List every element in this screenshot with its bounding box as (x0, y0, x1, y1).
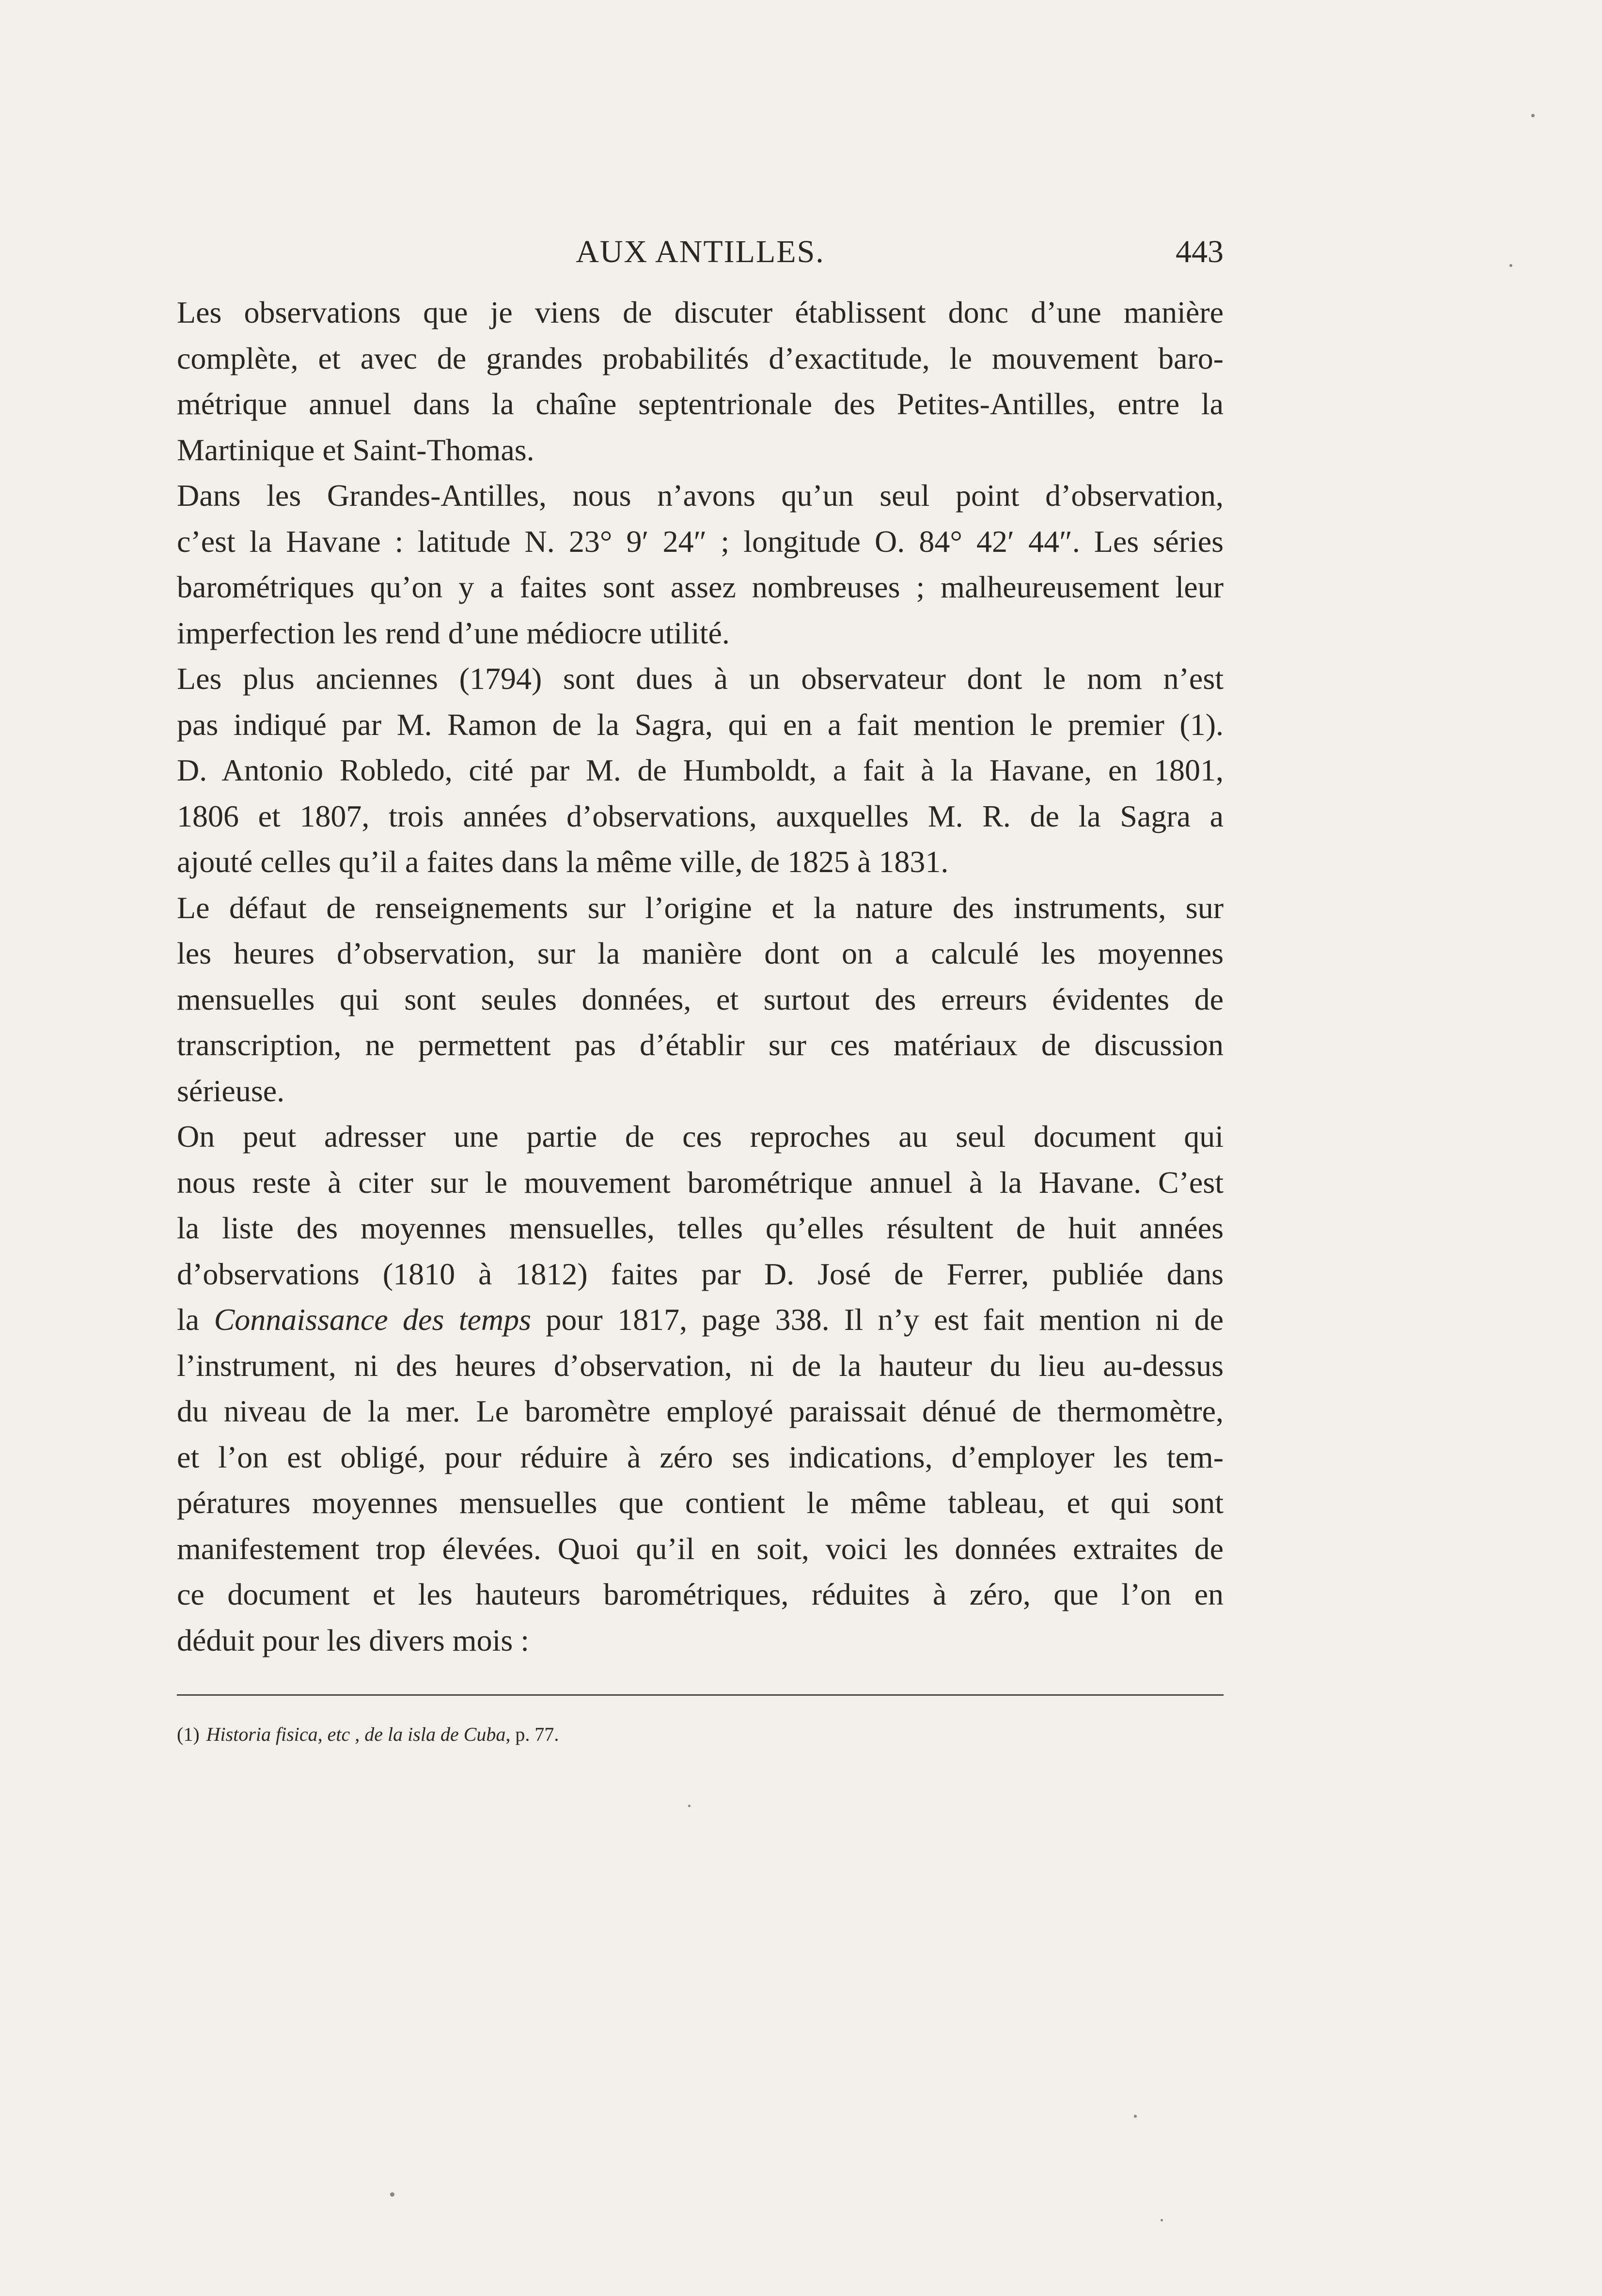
text-line: D. Antonio Robledo, cité par M. de Humboldt, a fait à la Havane, en 1801, (177, 753, 1224, 787)
paper-speck (688, 1805, 691, 1807)
paragraph-4 (177, 885, 1224, 1114)
paragraph-1 (177, 290, 1224, 473)
paragraph-3 (177, 656, 1224, 885)
text-line: Martinique et Saint-Thomas. (177, 432, 534, 467)
footnote-rule (177, 1694, 1224, 1696)
text-line: ce document et les hauteurs barométriques, réduites à zéro, que l’on en (177, 1577, 1224, 1611)
text-line-with-citation (177, 1297, 1224, 1343)
paragraph-5 (177, 1114, 1224, 1663)
text-line: barométriques qu’on y a faites sont assez nombreuses ; malheureusement leur (177, 570, 1224, 604)
text-line: Les observations que je viens de discuter établissent donc d’une manière (177, 295, 1224, 329)
running-head (177, 228, 1224, 276)
paper-speck (390, 2192, 394, 2197)
text-line: ajouté celles qu’il a faites dans la même ville, de 1825 à 1831. (177, 844, 949, 879)
journal-title: Connaissance des temps (214, 1302, 532, 1337)
text-line: pératures moyennes mensuelles que contient le même tableau, et qui sont (177, 1485, 1224, 1520)
text-line: manifestement trop élevées. Quoi qu’il en soit, voici les données extraites de (177, 1531, 1224, 1566)
text-line: du niveau de la mer. Le baromètre employé paraissait dénué de thermomètre, (177, 1394, 1224, 1428)
text-line: complète, et avec de grandes probabilités d’exactitude, le mouvement baro- (177, 341, 1224, 375)
text-line: transcription, ne permettent pas d’établir sur ces matériaux de discussion (177, 1028, 1224, 1062)
text-line: d’observations (1810 à 1812) faites par D. José de Ferrer, publiée dans (177, 1256, 1224, 1291)
text-line: Les plus anciennes (1794) sont dues à un observateur dont le nom n’est (177, 661, 1224, 696)
text-line: métrique annuel dans la chaîne septentrionale des Petites-Antilles, entre la (177, 387, 1224, 421)
text-line: 1806 et 1807, trois années d’observations, auxquelles M. R. de la Sagra a (177, 798, 1224, 833)
text-line: déduit pour les divers mois : (177, 1623, 530, 1657)
text-line: nous reste à citer sur le mouvement barométrique annuel à la Havane. C’est (177, 1165, 1224, 1200)
paper-speck (1509, 264, 1512, 267)
text-line: la liste des moyennes mensuelles, telles qu’elles résultent de huit années (177, 1211, 1224, 1245)
paper-speck (1161, 2219, 1163, 2221)
text-line: l’instrument, ni des heures d’observation, ni de la hauteur du lieu au-dessus (177, 1348, 1224, 1383)
text-line: et l’on est obligé, pour réduire à zéro ses indications, d’employer les tem- (177, 1439, 1224, 1474)
paragraph-2 (177, 473, 1224, 656)
running-title: AUX ANTILLES. (576, 234, 825, 269)
text-line: Le défaut de renseignements sur l’origine et la nature des instruments, sur (177, 890, 1224, 925)
body-text (177, 290, 1224, 1663)
footnote-marker: (1) (177, 1723, 200, 1745)
text-line: mensuelles qui sont seules données, et surtout des erreurs évidentes de (177, 982, 1224, 1016)
text-line: les heures d’observation, sur la manière dont on a calculé les moyennes (177, 936, 1224, 970)
text-fragment: pour 1817, page 338. Il n’y est fait mention ni de (531, 1302, 1224, 1337)
footnote-reference: , p. 77. (505, 1723, 559, 1745)
footnote (177, 1720, 1224, 1749)
paper-speck (1531, 114, 1535, 117)
text-line: Dans les Grandes-Antilles, nous n’avons qu’un seul point d’observation, (177, 478, 1224, 513)
text-line: c’est la Havane : latitude N. 23° 9′ 24″ ; longitude O. 84° 42′ 44″. Les séries (177, 524, 1224, 559)
text-line: pas indiqué par M. Ramon de la Sagra, qui en a fait mention le premier (1). (177, 707, 1224, 742)
text-line: sérieuse. (177, 1073, 285, 1108)
text-line: imperfection les rend d’une médiocre utilité. (177, 615, 730, 650)
text-fragment: la (177, 1302, 214, 1337)
footnote-title: Historia fisica, etc , de la isla de Cuba (206, 1723, 506, 1745)
page-number: 443 (1176, 234, 1224, 269)
text-line: On peut adresser une partie de ces reproches au seul document qui (177, 1119, 1224, 1154)
paper-speck (1134, 2115, 1137, 2118)
